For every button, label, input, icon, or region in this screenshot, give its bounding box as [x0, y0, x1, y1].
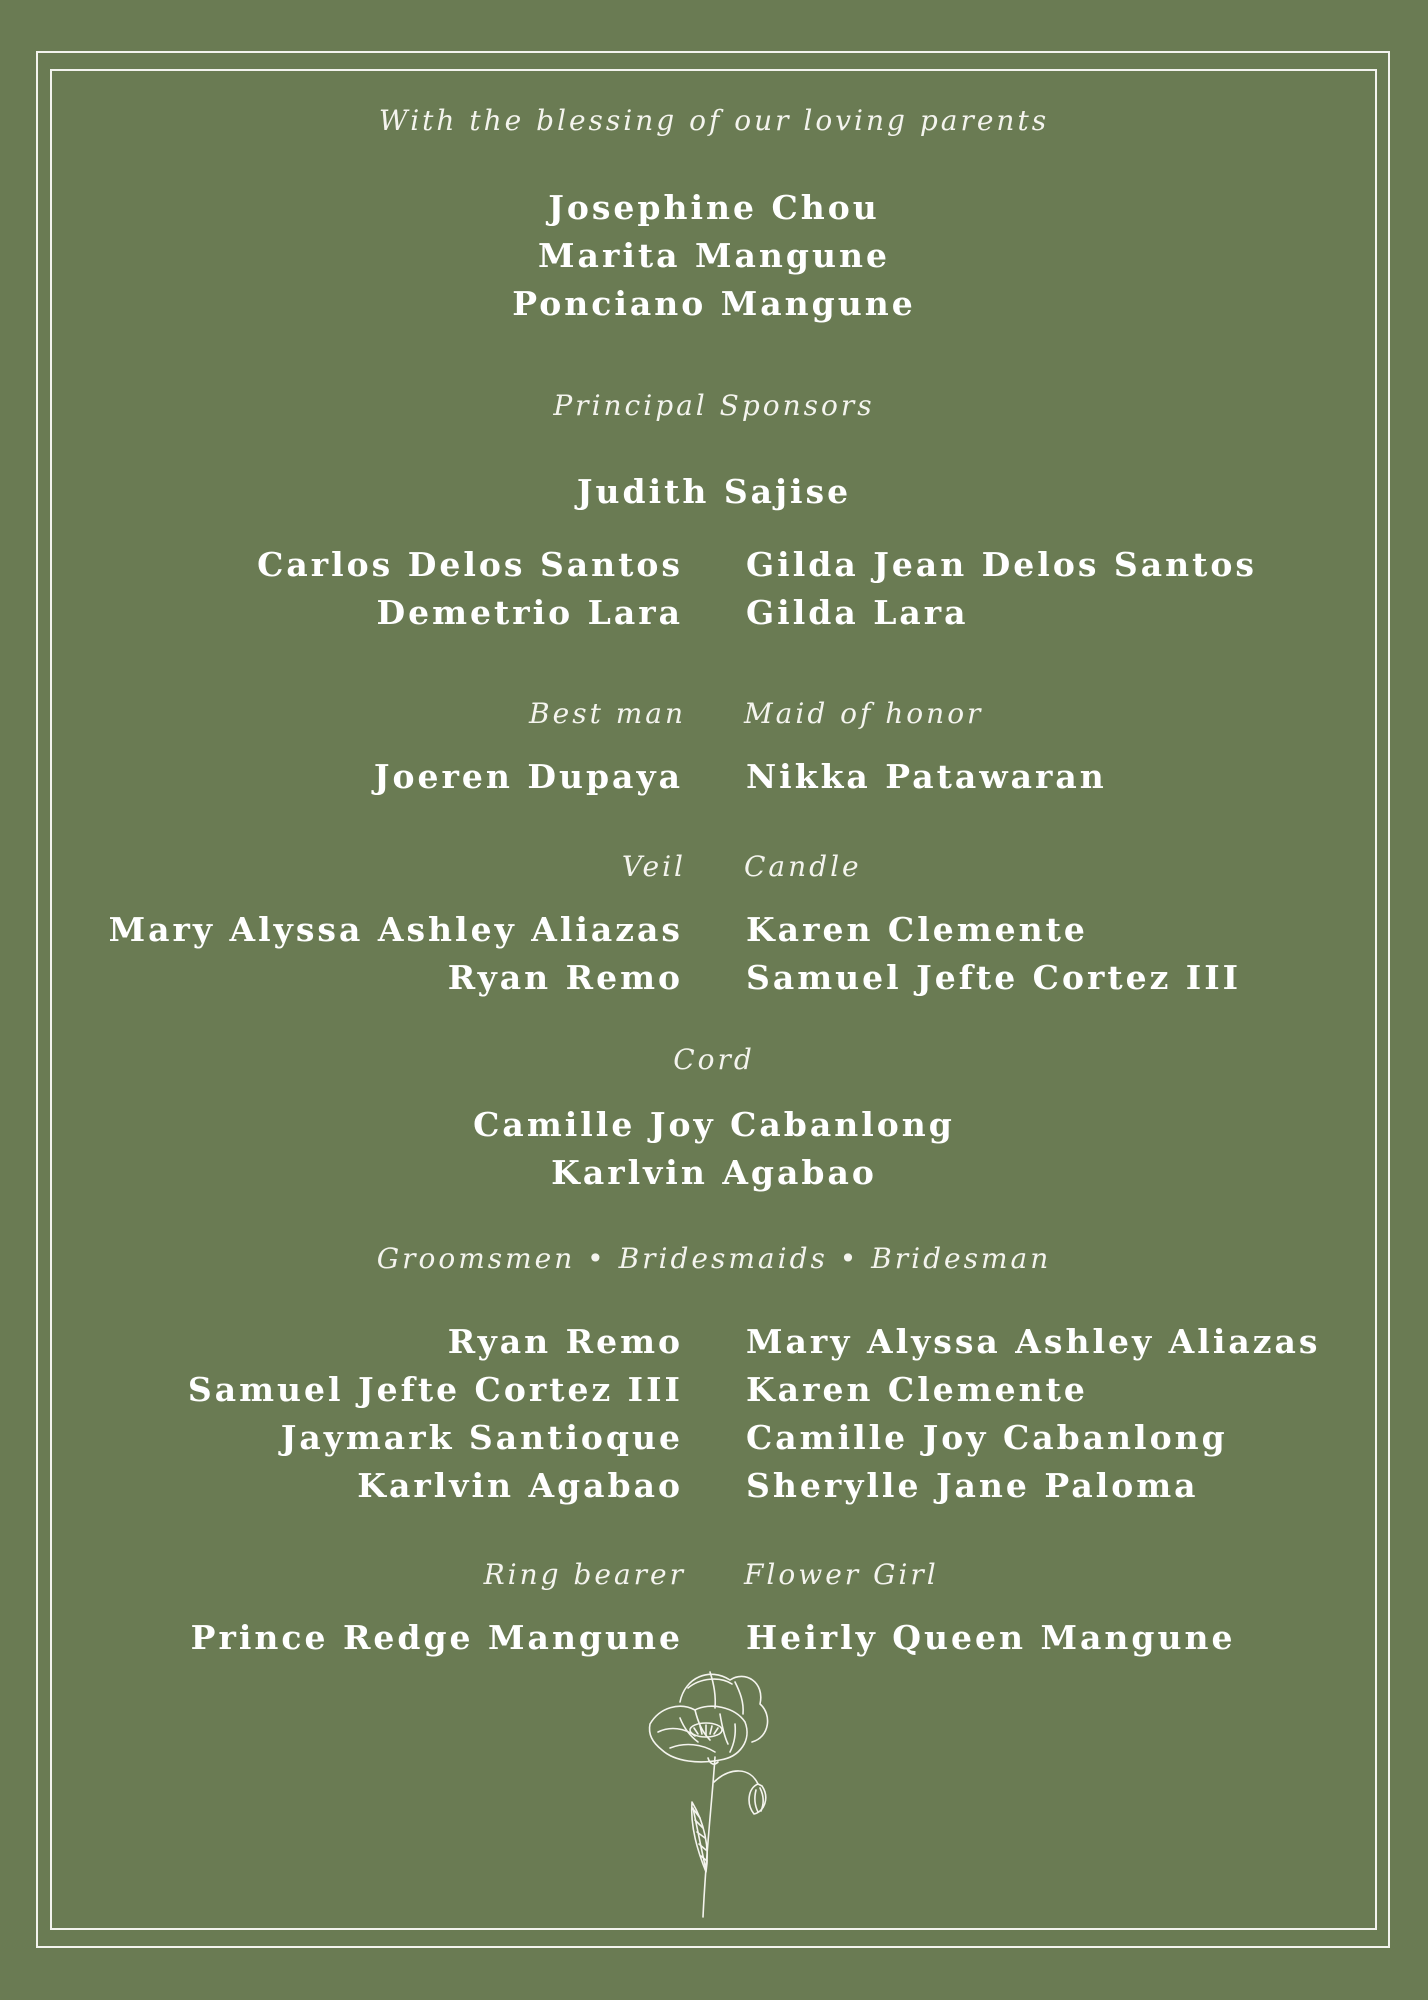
entourage-heading: Groomsmen • Bridesmaids • Bridesman: [376, 1242, 1052, 1275]
blessing-heading: With the blessing of our loving parents: [378, 104, 1050, 137]
bridesmaid-name: Camille Joy Cabanlong: [746, 1418, 1228, 1457]
cord-name: Karlvin Agabao: [551, 1153, 877, 1192]
ring-bearer-name: Prince Redge Mangune: [190, 1618, 683, 1657]
veil-heading: Veil: [621, 850, 686, 883]
bridesmaid-name: Mary Alyssa Ashley Aliazas: [746, 1322, 1321, 1361]
candle-heading: Candle: [744, 850, 862, 883]
groomsman-name: Jaymark Santioque: [280, 1418, 683, 1457]
parent-name: Ponciano Mangune: [512, 284, 916, 323]
groomsman-name: Samuel Jefte Cortez III: [187, 1370, 683, 1409]
cord-name: Camille Joy Cabanlong: [473, 1105, 955, 1144]
groomsman-name: Karlvin Agabao: [357, 1466, 683, 1505]
candle-name: Karen Clemente: [746, 910, 1088, 949]
best-man-name: Joeren Dupaya: [373, 757, 683, 796]
sponsor-name: Gilda Jean Delos Santos: [746, 545, 1257, 584]
veil-name: Mary Alyssa Ashley Aliazas: [108, 910, 683, 949]
ring-bearer-heading: Ring bearer: [483, 1558, 686, 1591]
poppy-flower-icon: [640, 1662, 790, 1922]
candle-name: Samuel Jefte Cortez III: [746, 958, 1242, 997]
best-man-heading: Best man: [529, 697, 686, 730]
sponsor-name: Demetrio Lara: [376, 593, 683, 632]
flower-girl-name: Heirly Queen Mangune: [746, 1618, 1236, 1657]
sponsor-name: Carlos Delos Santos: [257, 545, 683, 584]
bridesmaid-name: Sherylle Jane Paloma: [746, 1466, 1199, 1505]
maid-of-honor-heading: Maid of honor: [744, 697, 984, 730]
sponsor-name: Gilda Lara: [746, 593, 969, 632]
principal-sponsors-heading: Principal Sponsors: [553, 389, 875, 422]
flower-girl-heading: Flower Girl: [744, 1558, 939, 1591]
parent-name: Josephine Chou: [548, 188, 880, 227]
parent-name: Marita Mangune: [538, 236, 890, 275]
bridesmaid-name: Karen Clemente: [746, 1370, 1088, 1409]
veil-name: Ryan Remo: [447, 958, 683, 997]
sponsor-name: Judith Sajise: [576, 472, 852, 511]
maid-of-honor-name: Nikka Patawaran: [746, 757, 1107, 796]
cord-heading: Cord: [673, 1043, 755, 1076]
groomsman-name: Ryan Remo: [447, 1322, 683, 1361]
